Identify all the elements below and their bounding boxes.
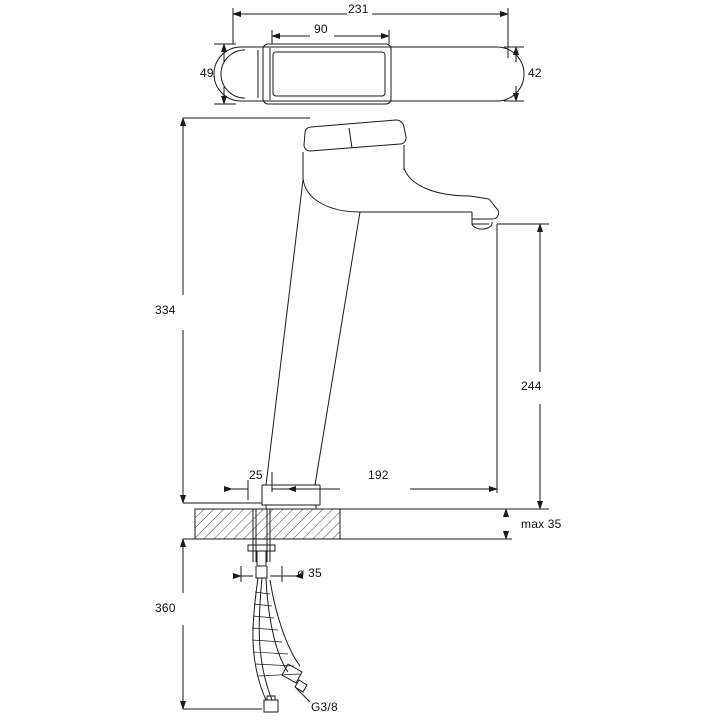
dimension-label-360: 360: [155, 601, 176, 615]
dimension-label-g38: G3/8: [311, 700, 338, 714]
dimension-label-90: 90: [314, 22, 328, 36]
dimension-231: [233, 8, 508, 58]
dimension-360: [183, 539, 262, 709]
dimension-label-192: 192: [368, 468, 389, 482]
dimension-max35: [340, 509, 512, 539]
dimension-label-244: 244: [521, 379, 542, 393]
dimension-label-334: 334: [155, 303, 176, 317]
dimension-label-231: 231: [348, 2, 369, 16]
leader-g38: [296, 688, 310, 702]
dimension-label-25: 25: [249, 468, 263, 482]
dimension-192: [288, 224, 497, 493]
dimension-334: [183, 118, 310, 503]
dimension-90: [272, 30, 389, 44]
tap-body-outline: [262, 120, 499, 509]
dimension-42: [504, 47, 524, 101]
dimension-dia35: [241, 566, 295, 582]
dimension-label-max35: max 35: [521, 517, 562, 531]
top-view-body: [214, 44, 524, 104]
dimension-label-49: 49: [200, 66, 214, 80]
dimension-244: [340, 224, 549, 509]
dimension-label-dia35: ø 35: [297, 566, 322, 580]
dimension-label-42: 42: [528, 66, 542, 80]
